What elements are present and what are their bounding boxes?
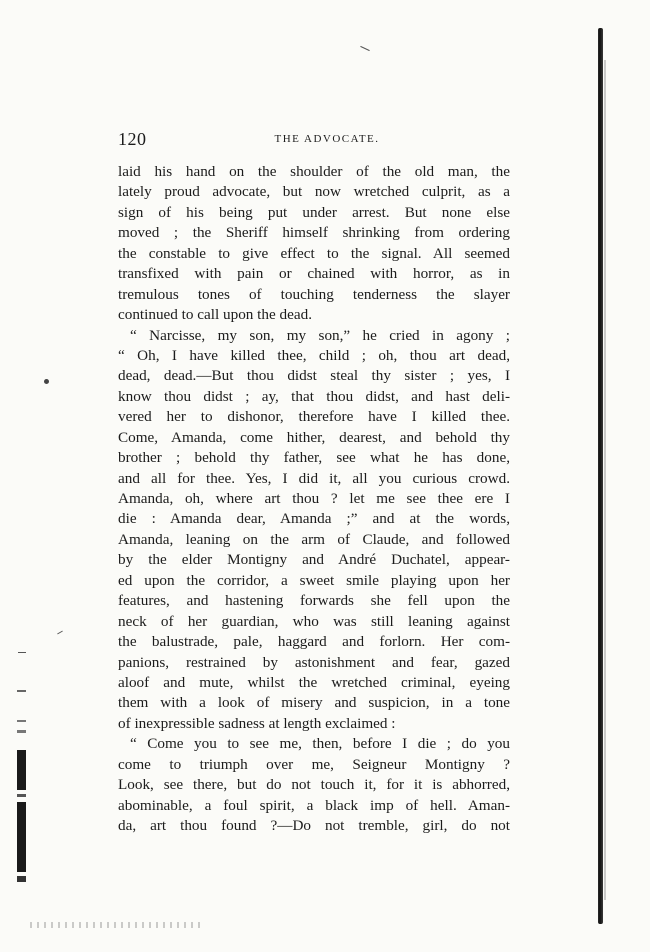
page-number: 120: [118, 129, 147, 149]
text-line: Amanda, leaning on the arm of Claude, and followed: [118, 530, 510, 548]
text-line: transfixed with pain or chained with horror, as in: [118, 265, 510, 283]
text-line: continued to call upon the dead.: [118, 306, 313, 324]
scan-strip-segment: [17, 750, 26, 790]
text-line: of inexpressible sadness at length exclaimed :: [118, 714, 396, 732]
text-line: die : Amanda dear, Amanda ;” and at the words,: [118, 510, 510, 528]
running-title: THE ADVOCATE.: [274, 133, 380, 145]
text-line: vered her to dishonor, therefore have I killed thee.: [118, 408, 510, 426]
text-line: Look, see there, but do not touch it, for it is abhorred,: [118, 776, 510, 794]
text-line: Come, Amanda, come hither, dearest, and behold thy: [118, 428, 510, 446]
binding-edge-shadow: [598, 28, 603, 924]
text-line: abominable, a foul spirit, a black imp of hell. Aman-: [118, 796, 510, 814]
left-edge-scan-strip: [17, 690, 27, 890]
scan-strip-segment: [17, 794, 26, 797]
text-line: lately proud advocate, but now wretched culprit, as a: [118, 183, 510, 201]
text-line: and all for thee. Yes, I did it, all you curious crowd.: [118, 469, 510, 487]
text-line: Amanda, oh, where art thou ? let me see thee ere I: [118, 490, 510, 507]
text-line: panions, restrained by astonishment and fear, gazed: [118, 653, 510, 671]
text-line: the balustrade, pale, haggard and forlorn. Her com-: [118, 633, 510, 651]
scan-strip-segment: [17, 802, 26, 872]
text-line: “ Narcisse, my son, my son,” he cried in agony ;: [130, 326, 510, 344]
scan-strip-segment: [17, 876, 26, 882]
scan-speck: [360, 46, 369, 51]
text-line: neck of her guardian, who was still leaning against: [118, 612, 510, 630]
bottom-scan-dust: [30, 922, 200, 928]
text-line: brother ; behold thy father, see what he has done,: [118, 449, 510, 467]
page-header: [118, 129, 508, 151]
text-line: come to triumph over me, Seigneur Montigny ?: [118, 755, 510, 773]
text-line: sign of his being put under arrest. But none else: [118, 203, 510, 221]
scan-strip-segment: [17, 690, 26, 692]
text-line: aloof and mute, whilst the wretched criminal, eyeing: [118, 673, 510, 691]
scan-strip-segment: [17, 730, 26, 733]
text-line: “ Oh, I have killed thee, child ; oh, thou art dead,: [118, 346, 510, 364]
body-text: [118, 162, 510, 836]
text-line: ed upon the corridor, a sweet smile playing upon her: [118, 571, 510, 589]
scan-strip-segment: [17, 720, 26, 722]
text-line: dead, dead.—But thou didst steal thy sister ; yes, I: [118, 367, 510, 385]
scan-speck: [57, 631, 63, 635]
text-line: them with a look of misery and suspicion, in a tone: [118, 694, 510, 712]
text-line: moved ; the Sheriff himself shrinking from ordering: [118, 224, 510, 242]
text-line: da, art thou found ?—Do not tremble, girl, do not: [118, 817, 510, 834]
scan-speck: [18, 652, 26, 653]
text-line: “ Come you to see me, then, before I die ; do you: [130, 735, 510, 753]
text-line: by the elder Montigny and André Duchatel, appear-: [118, 551, 510, 569]
ink-dot: [44, 379, 49, 384]
text-line: the constable to give effect to the signal. All seemed: [118, 244, 510, 262]
text-line: laid his hand on the shoulder of the old man, the: [118, 163, 510, 180]
text-line: tremulous tones of touching tenderness the slayer: [118, 285, 510, 303]
text-line: know thou didst ; ay, that thou didst, and hast deli-: [118, 387, 510, 405]
text-line: features, and hastening forwards she fell upon the: [118, 592, 510, 610]
binding-edge-highlight: [604, 60, 606, 900]
